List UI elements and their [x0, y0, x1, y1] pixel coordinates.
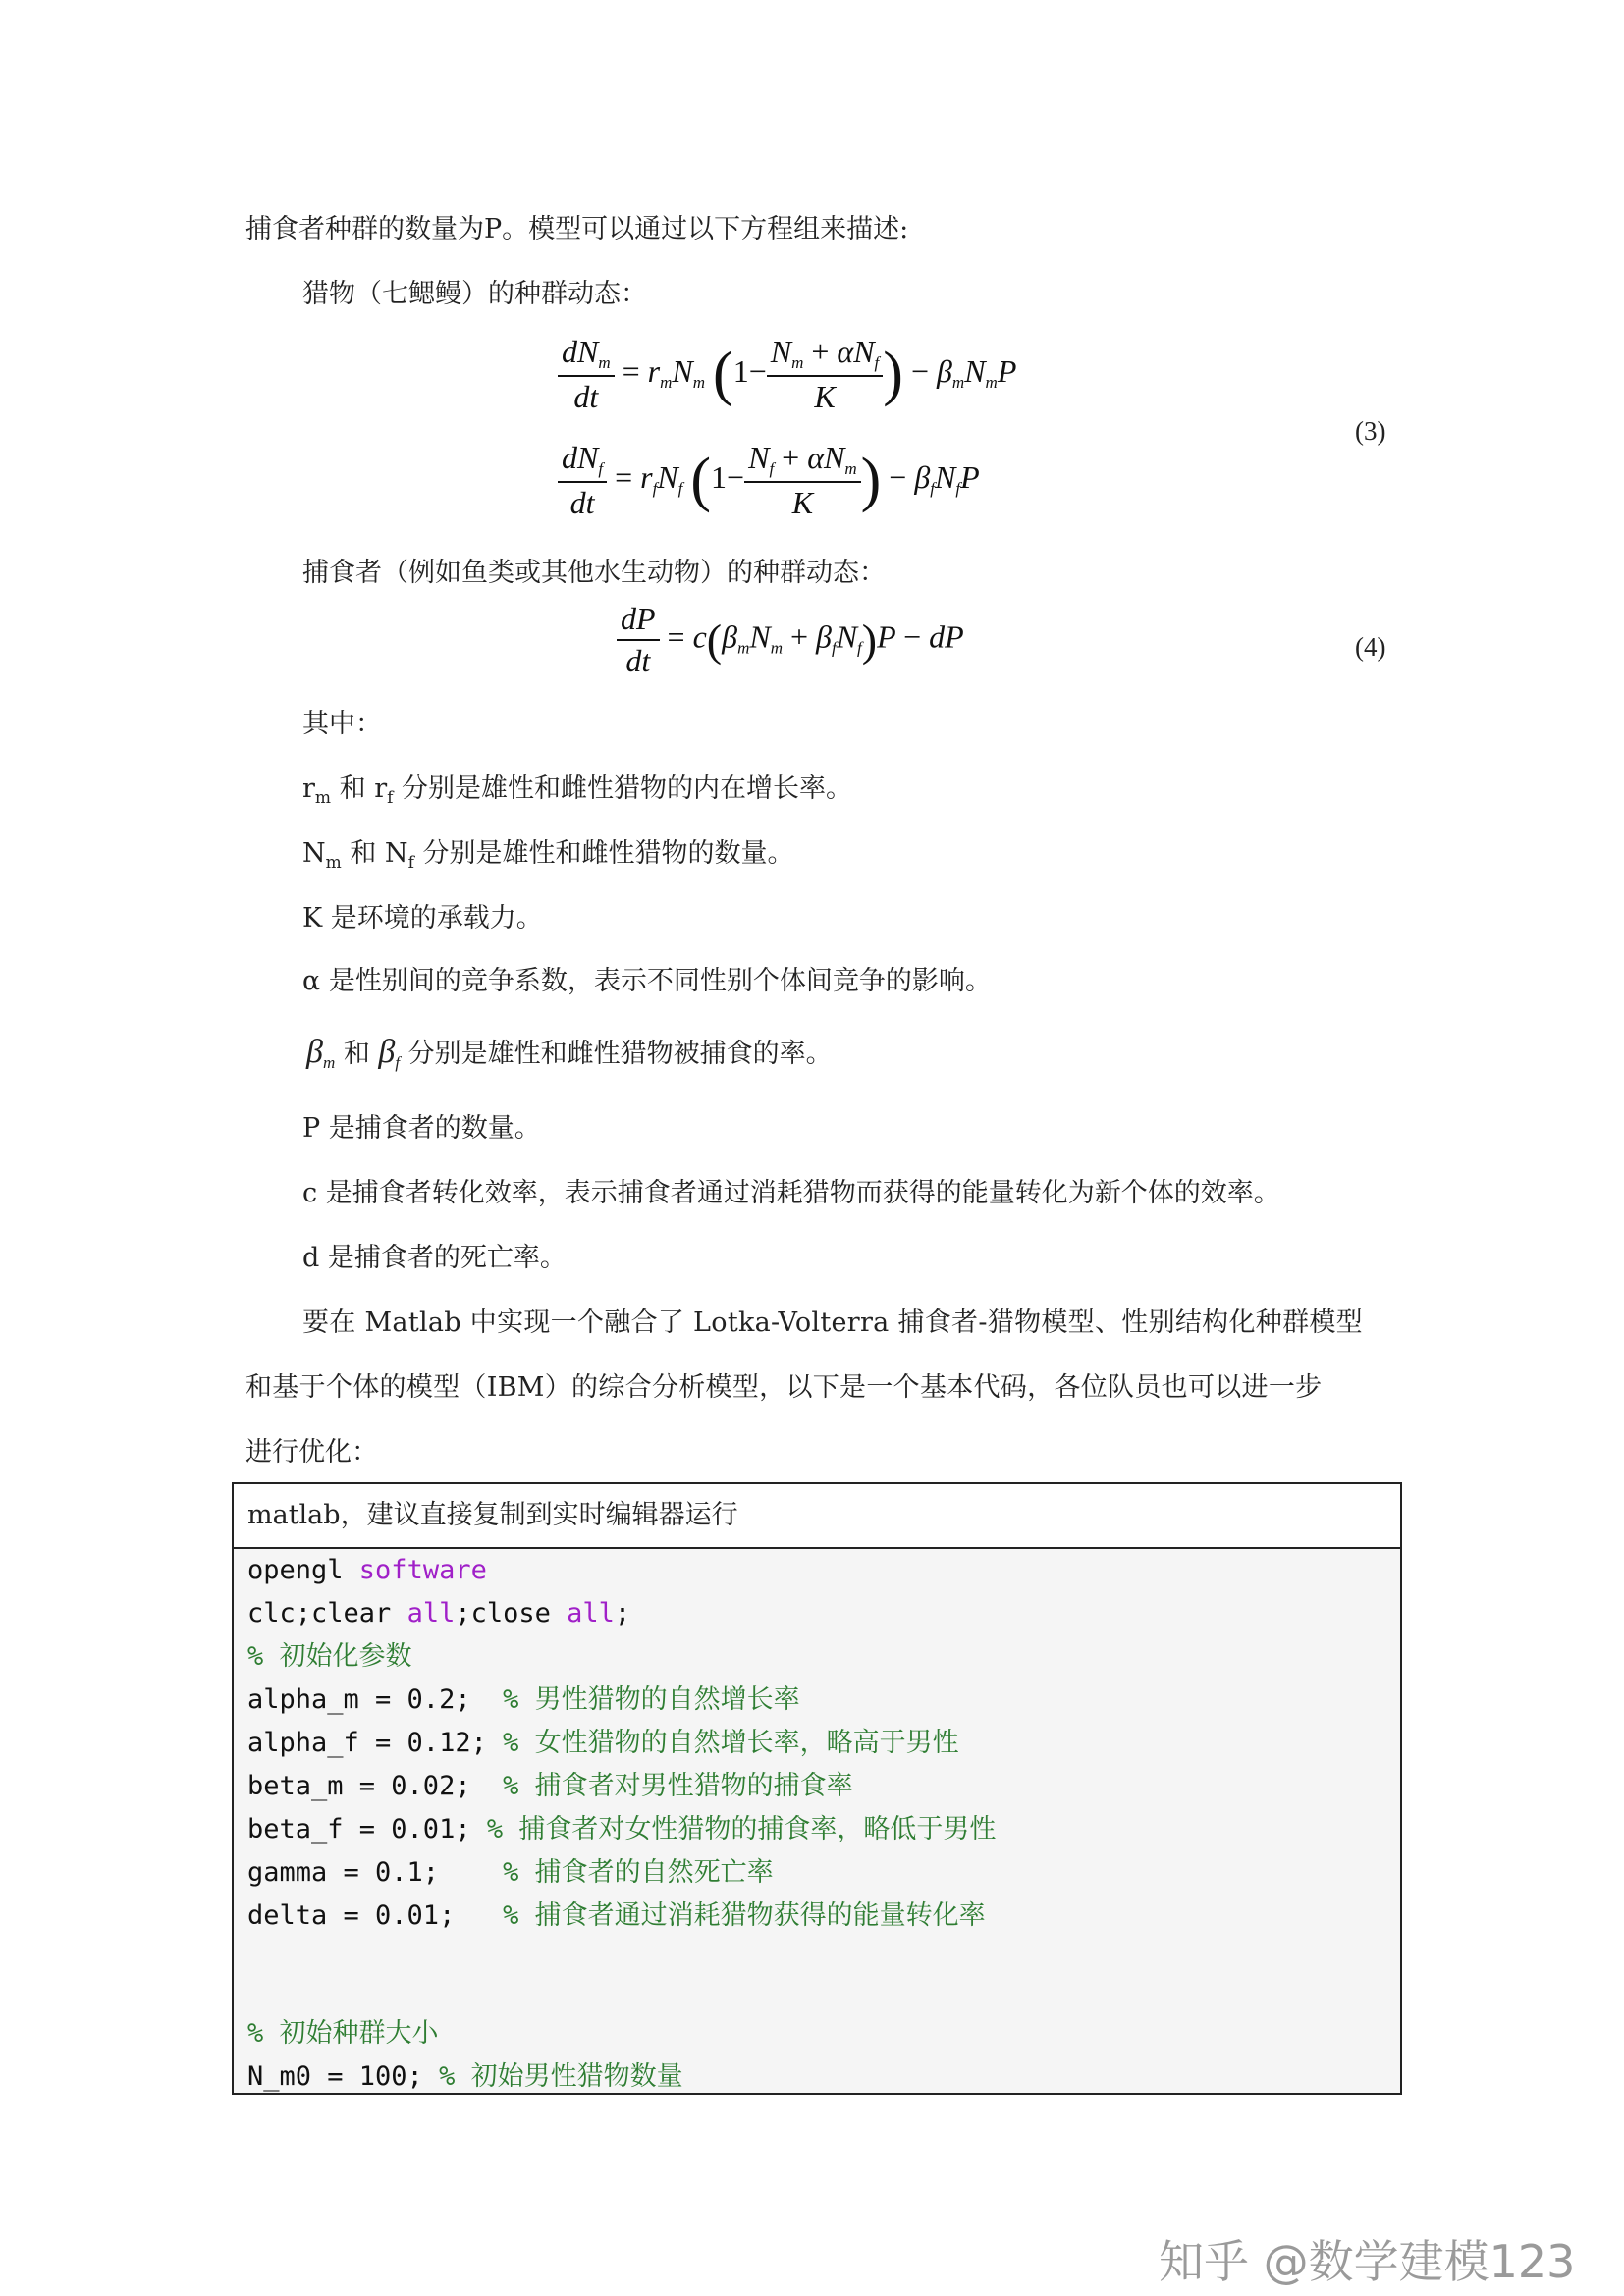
equation-number-4: (4) [1355, 632, 1386, 662]
code-header: matlab，建议直接复制到实时编辑器运行 [234, 1484, 1400, 1549]
def-beta: $\beta_m$ 和 $\beta_f$ 分别是雄性和雌性猎物被捕食的率。 [306, 1034, 833, 1072]
def-c: c 是捕食者转化效率，表示捕食者通过消耗猎物而获得的能量转化为新个体的效率。 [302, 1178, 1280, 1208]
code-line-11: N_m0 = 100; % 初始男性猎物数量 [247, 2061, 683, 2092]
def-p: P 是捕食者的数量。 [302, 1113, 541, 1144]
equation-number-3: (3) [1355, 416, 1386, 446]
def-r-text: 分别是雄性和雌性猎物的内在增长率。 [402, 774, 853, 804]
paragraph-line-3: 进行优化： [245, 1437, 378, 1468]
def-beta-text: 分别是雄性和雌性猎物被捕食的率。 [407, 1039, 833, 1069]
def-k: K 是环境的承载力。 [302, 903, 543, 934]
and-word: 和 [343, 1039, 370, 1069]
intro-line: 捕食者种群的数量为P。模型可以通过以下方程组来描述: [245, 214, 909, 244]
and-word: 和 [350, 838, 377, 869]
code-line-10: % 初始种群大小 [247, 2018, 439, 2049]
code-line-3: % 初始化参数 [247, 1641, 412, 1672]
code-body[interactable] [234, 1549, 1400, 2093]
and-word: 和 [339, 774, 366, 804]
code-line-8: gamma = 0.1; % 捕食者的自然死亡率 [247, 1857, 774, 1888]
def-alpha: α 是性别间的竞争系数，表示不同性别个体间竞争的影响。 [302, 966, 992, 996]
code-line-5: alpha_f = 0.12; % 女性猎物的自然增长率，略高于男性 [247, 1728, 959, 1758]
paragraph-line-2: 和基于个体的模型（IBM）的综合分析模型，以下是一个基本代码，各位队员也可以进一步 [245, 1372, 1323, 1403]
equation-3b: $\frac{dN_f}{dt}$ = $r_fN_f$ (1− $\frac{N_f + \alpha N_m}{K}$ ) − $\beta_fN_fP$ [558, 440, 980, 521]
code-line-4: alpha_m = 0.2; % 男性猎物的自然增长率 [247, 1684, 800, 1715]
code-line-9: delta = 0.01; % 捕食者通过消耗猎物获得的能量转化率 [247, 1900, 986, 1931]
equation-3a: $\frac{dN_m}{dt}$ = $r_mN_m$ (1− $\frac{N_m + \alpha N_f}{K}$ ) − $\beta_mN_mP$ [558, 334, 1016, 415]
code-line-6: beta_m = 0.02; % 捕食者对男性猎物的捕食率 [247, 1771, 853, 1801]
predator-dynamics-label: 捕食者（例如鱼类或其他水生动物）的种群动态： [302, 558, 886, 588]
equation-4: $\frac{dP}{dt}$ = $c(\beta_mN_m + \beta_fN_f)P$ − dP [617, 601, 964, 679]
where-label: 其中： [302, 709, 382, 739]
code-line-7: beta_f = 0.01; % 捕食者对女性猎物的捕食率，略低于男性 [247, 1814, 997, 1844]
code-line-2: clc;clear all;close all; [247, 1598, 631, 1629]
zhihu-watermark: 知乎 @数学建模123 [1159, 2235, 1576, 2288]
code-line-1: opengl software [247, 1555, 487, 1585]
code-box [232, 1482, 1402, 2095]
def-d: d 是捕食者的死亡率。 [302, 1243, 567, 1273]
paragraph-line-1: 要在 Matlab 中实现一个融合了 Lotka-Volterra 捕食者-猎物模型、性别结构化种群模型 [302, 1308, 1363, 1338]
def-n-text: 分别是雄性和雌性猎物的数量。 [422, 838, 794, 869]
def-r: $r_m$ 和 $r_f$ 分别是雄性和雌性猎物的内在增长率。 [302, 774, 853, 808]
def-n: $N_m$ 和 $N_f$ 分别是雄性和雌性猎物的数量。 [302, 838, 794, 873]
prey-dynamics-label: 猎物（七鳃鳗）的种群动态： [302, 279, 647, 309]
